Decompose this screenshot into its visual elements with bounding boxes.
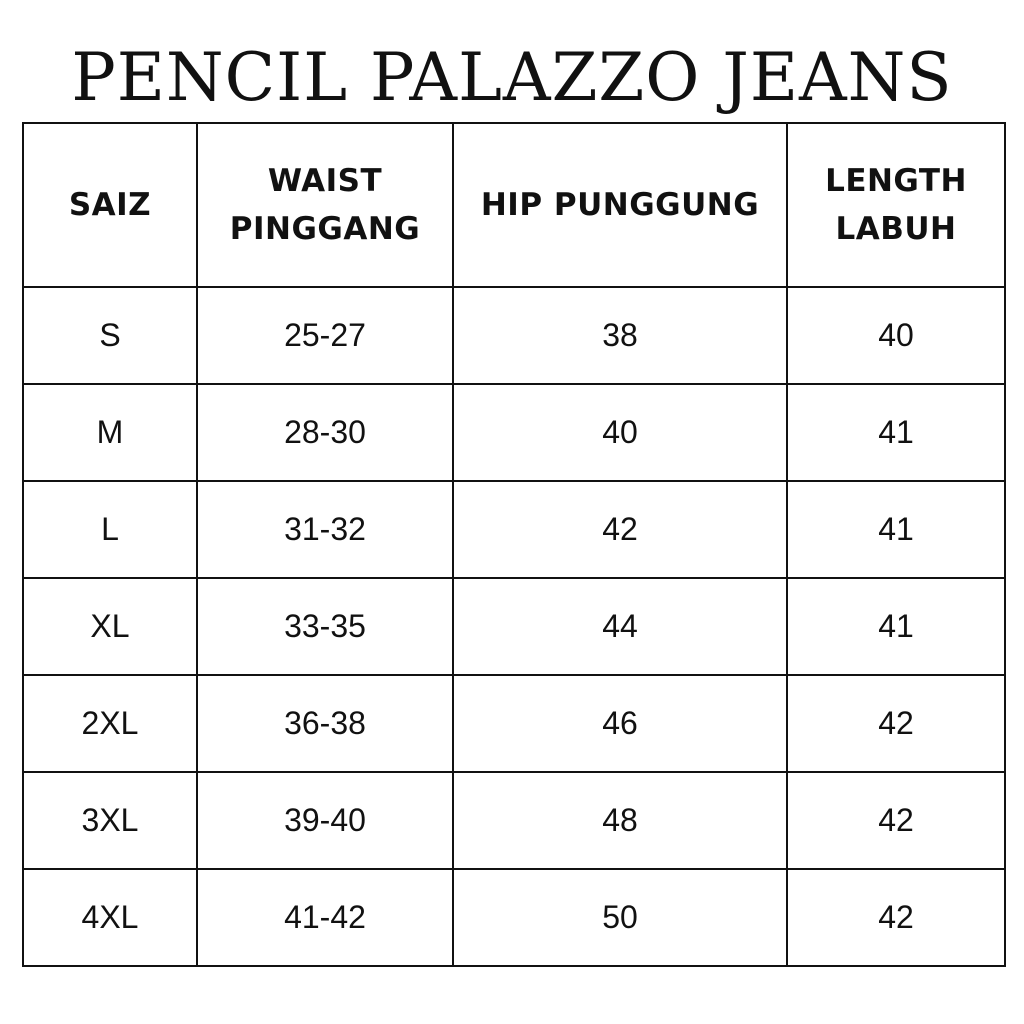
cell-size: 2XL [23, 675, 197, 772]
table-row [23, 287, 1005, 384]
table-row [23, 481, 1005, 578]
cell-waist: 31-32 [197, 481, 453, 578]
cell-size: 3XL [23, 772, 197, 869]
cell-length: 40 [787, 287, 1005, 384]
cell-waist: 33-35 [197, 578, 453, 675]
header-size [23, 123, 197, 287]
page-title: PENCIL PALAZZO JEANS [71, 39, 953, 116]
cell-hip: 44 [453, 578, 787, 675]
cell-length: 42 [787, 772, 1005, 869]
header-waist-label-en: WAIST [267, 163, 383, 199]
cell-hip: 46 [453, 675, 787, 772]
cell-size: XL [23, 578, 197, 675]
cell-size: 4XL [23, 869, 197, 966]
header-waist [197, 123, 453, 287]
cell-waist: 36-38 [197, 675, 453, 772]
cell-waist: 25-27 [197, 287, 453, 384]
table-row [23, 384, 1005, 481]
cell-size: M [23, 384, 197, 481]
size-chart-table [22, 122, 1006, 967]
cell-length: 42 [787, 869, 1005, 966]
header-row [23, 123, 1005, 287]
table-row [23, 578, 1005, 675]
cell-waist: 41-42 [197, 869, 453, 966]
cell-hip: 40 [453, 384, 787, 481]
cell-hip: 42 [453, 481, 787, 578]
header-length [787, 123, 1005, 287]
header-hip-label: HIP PUNGGUNG [480, 187, 760, 223]
cell-size: L [23, 481, 197, 578]
cell-waist: 39-40 [197, 772, 453, 869]
cell-length: 41 [787, 578, 1005, 675]
cell-hip: 50 [453, 869, 787, 966]
table-row [23, 675, 1005, 772]
cell-length: 41 [787, 384, 1005, 481]
header-length-label-en: LENGTH [825, 163, 967, 199]
cell-size: S [23, 287, 197, 384]
cell-length: 41 [787, 481, 1005, 578]
cell-hip: 38 [453, 287, 787, 384]
header-length-label-ms: LABUH [835, 211, 957, 247]
table-row [23, 772, 1005, 869]
cell-hip: 48 [453, 772, 787, 869]
header-waist-label-ms: PINGGANG [229, 211, 421, 247]
cell-waist: 28-30 [197, 384, 453, 481]
header-hip [453, 123, 787, 287]
cell-length: 42 [787, 675, 1005, 772]
header-size-label: SAIZ [68, 187, 152, 223]
table-row [23, 869, 1005, 966]
